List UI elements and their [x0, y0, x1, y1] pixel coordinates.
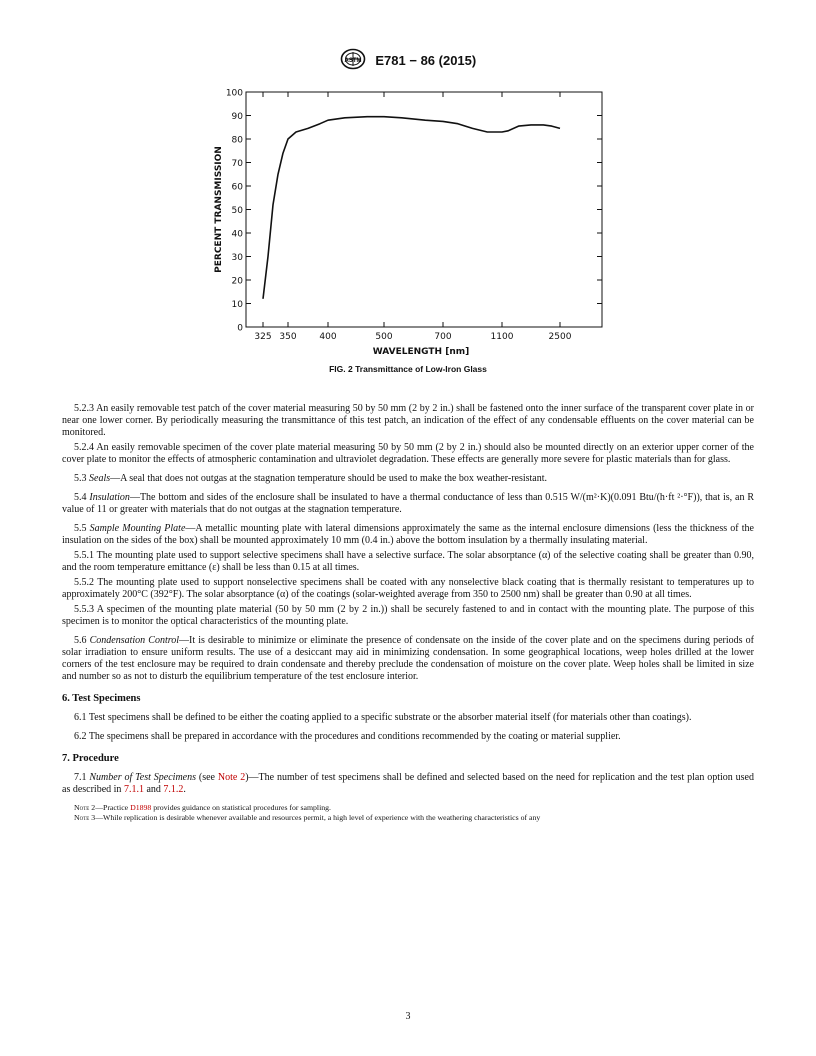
y-tick-label: 60 [231, 182, 243, 193]
paragraph-title: Condensation Control [89, 635, 180, 646]
note-3 [62, 813, 754, 823]
paragraph-title: Insulation [89, 492, 130, 503]
paragraph-title: Number of Test Specimens [89, 772, 197, 783]
paragraph-5-2-3: 5.2.3 An easily removable test patch of the cover material measuring 50 by 50 mm (2 by 2 in.) shall be fastened onto the inner surface of the transparent cover plate in or near one lower corner. By periodically measuring the transmittance of this test patch, an indication of the effect of any condensable effluents on the cover material can be monitored. [62, 403, 754, 438]
paragraph-title: Seals [89, 473, 111, 484]
paragraph-text: )—The number of test specimens shall be defined and selected based on the need for replication and the test plan option used as described in [62, 772, 754, 795]
section-heading-7: 7. Procedure [62, 753, 119, 764]
note-2 [62, 803, 754, 813]
y-tick-label: 50 [231, 206, 243, 216]
y-tick-label: 20 [231, 276, 243, 287]
x-tick-label: 400 [319, 332, 337, 342]
paragraph-5-4 [62, 492, 754, 516]
y-tick-label: 30 [231, 253, 243, 263]
page-number: 3 [405, 1011, 411, 1022]
paragraph-5-5-1: 5.5.1 The mounting plate used to support selective specimens shall have a selective surface. The solar absorptance (α) of the selective coating shall be greater than 0.90, and the room temperature emittance (ε) shall be less than 0.15 at all times. [62, 550, 754, 573]
section-7-1-2-link[interactable]: 7.1.2 [163, 784, 184, 795]
note-text: 3—While replication is desirable whenever available and resources permit, a high level of experience with the weathering characteristics of any [89, 813, 541, 822]
plot-frame [246, 92, 602, 327]
note-label: Note [74, 803, 90, 812]
x-tick-label: 500 [375, 332, 393, 342]
x-tick-label: 1100 [490, 332, 514, 342]
paragraph-text: —The bottom and sides of the enclosure shall be insulated to have a thermal conductance of less than 0.515 W/(m²·K)(0.091 Btu/(h·ft ²·°F)), that is, an R value of 11 or greater with materials that do not outgas at the stagnation temperature. [62, 492, 755, 515]
y-tick-label: 90 [231, 112, 243, 122]
paragraph-text: —It is desirable to minimize or eliminate the presence of condensate on the inside of the cover plate and on the specimens during periods of solar irradiation to ensure uniform results. The use of a desiccant may aid in minimizing condensation. In some geographical locations, weep holes drilled at the lower corners of the test enclosure may be required to drain condensate and thereby preclude the condensation of moisture on the cover plate. Weep holes shall be limited in size and number so as not to disturb the equilibrium temperature of the test enclosure interior. [62, 635, 754, 682]
paragraph-5-2-4: 5.2.4 An easily removable specimen of the cover plate material measuring 50 by 50 mm (2 by 2 in.) should also be mounted directly on an exterior upper corner of the cover plate to monitor the effects of atmospheric contamination and ultraviolet degradation. These effects are generally more severe for plastic materials than for glass. [62, 442, 754, 465]
paragraph-text: —A seal that does not outgas at the stagnation temperature should be used to make the box weather-resistant. [110, 473, 548, 484]
y-tick-label: 80 [231, 135, 243, 146]
paragraph-5-3 [62, 473, 754, 485]
paragraph-number: 7.1 [74, 772, 90, 783]
transmission-curve [263, 117, 560, 299]
y-tick-label: 0 [237, 323, 243, 334]
svg-text:ASTM: ASTM [344, 58, 362, 64]
paragraph-number: 5.4 [74, 492, 90, 503]
document-id: E781 − 86 (2015) [375, 53, 477, 68]
paragraph-title: Sample Mounting Plate [89, 523, 186, 534]
x-tick-label: 325 [254, 332, 272, 342]
figure-caption: FIG. 2 Transmittance of Low-Iron Glass [329, 364, 487, 374]
paragraph-5-6 [62, 635, 754, 683]
paragraph-number: 5.3 [74, 473, 89, 484]
y-tick-label: 70 [231, 159, 243, 169]
paragraph-5-5 [62, 523, 754, 547]
paragraph-6-2: 6.2 The specimens shall be prepared in accordance with the procedures and conditions recommended by the coating or material supplier. [74, 731, 621, 742]
paragraph-7-1 [62, 772, 754, 796]
paragraph-text: —A metallic mounting plate with lateral dimensions approximately the same as the internal enclosure dimensions (less the thickness of the insulation on the sides of the box) shall be mounted approximately 10 mm (0.4 in.) above the bottom insulation by a thermally insulating material. [62, 523, 754, 546]
note-label: Note [74, 813, 90, 822]
paragraph-text: (see [196, 772, 218, 783]
paragraph-text: . [183, 784, 186, 795]
page-header [0, 48, 816, 73]
y-axis-label: PERCENT TRANSMISSION [214, 146, 224, 273]
x-tick-label: 700 [434, 332, 452, 342]
y-tick-label: 40 [231, 229, 243, 240]
x-axis-label: WAVELENGTH [nm] [372, 347, 470, 357]
note-2-link[interactable]: Note 2 [217, 772, 246, 783]
x-tick-label: 2500 [548, 332, 572, 342]
paragraph-5-5-3: 5.5.3 A specimen of the mounting plate material (50 by 50 mm (2 by 2 in.)) shall be securely fastened to and in contact with the mounting plate. The purpose of this specimen is to monitor the optical characteristics of the mounting plate. [62, 604, 754, 627]
section-heading-6: 6. Test Specimens [62, 693, 141, 704]
paragraph-number: 5.6 [74, 635, 90, 646]
d1898-link[interactable]: D1898 [130, 803, 152, 812]
y-tick-label: 10 [231, 300, 243, 310]
note-text: 2—Practice [89, 803, 131, 812]
x-tick-label: 350 [279, 332, 297, 342]
paragraph-number: 5.5 [74, 523, 90, 534]
body-text [62, 403, 754, 823]
y-tick-label: 100 [225, 88, 243, 99]
transmittance-chart [200, 82, 620, 362]
astm-logo-icon [340, 48, 366, 73]
paragraph-text: and [143, 784, 164, 795]
note-text: provides guidance on statistical procedures for sampling. [151, 803, 332, 812]
paragraph-5-5-2: 5.5.2 The mounting plate used to support nonselective specimens shall be coated with any nonselective black coating that is thermally resistant to temperatures up to approximately 200°C (392°F). The solar absorptance (α) of the coatings (solar-weighted average from 350 to 2500 nm) shall be greater than 0.90 at all times. [62, 577, 754, 600]
section-7-1-1-link[interactable]: 7.1.1 [123, 784, 144, 795]
paragraph-6-1: 6.1 Test specimens shall be defined to be either the coating applied to a specific substrate or the absorber material itself (for materials other than coatings). [74, 712, 692, 723]
